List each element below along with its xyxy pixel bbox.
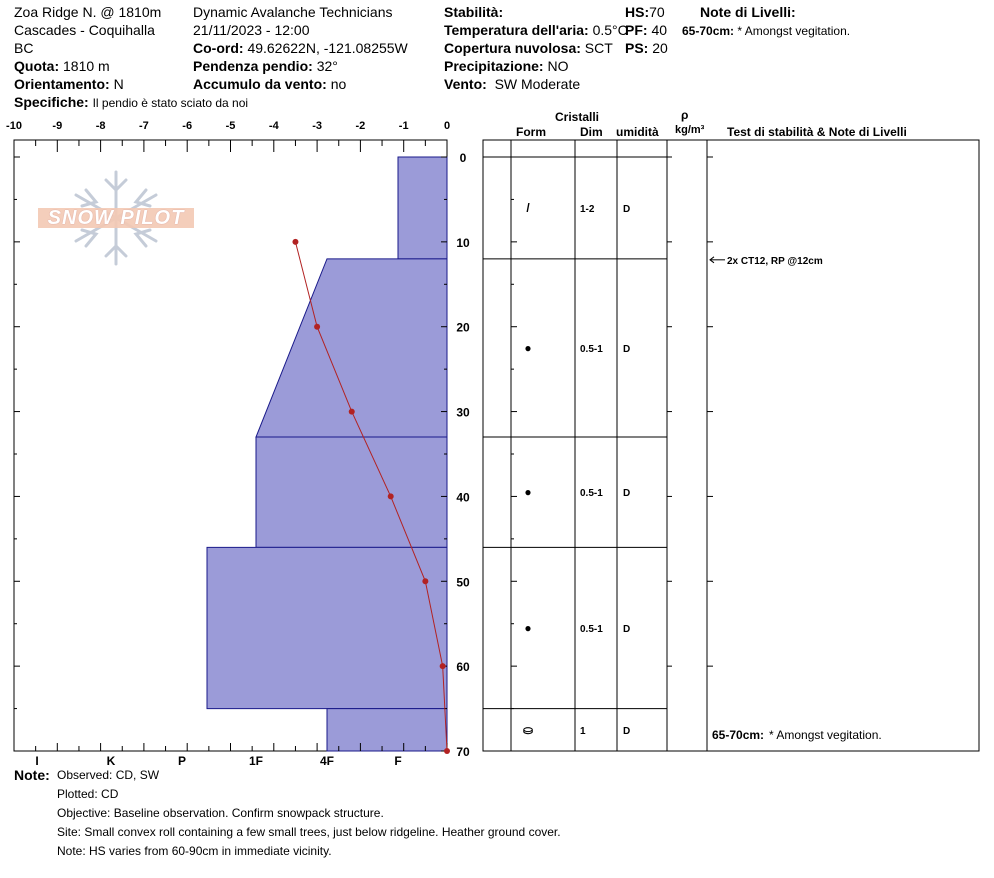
temp-tick-label: -1 (398, 120, 409, 132)
cloud-label: Copertura nuvolosa: (444, 40, 581, 56)
hardness-label-I: I (35, 754, 39, 768)
temperature-point (444, 748, 450, 754)
temp-tick-label: -8 (95, 120, 106, 132)
temp-tick-label: -5 (225, 120, 236, 132)
slope-value: 32° (316, 58, 338, 74)
layer-moisture-0: D (623, 203, 631, 215)
moisture-header: umidità (616, 125, 659, 139)
cloud-value: SCT (584, 40, 613, 56)
layer-form-4: ⛀ (522, 722, 534, 737)
hs-label: HS: (625, 4, 650, 20)
depth-tick-label: 40 (456, 490, 470, 505)
temp-tick-label: -7 (139, 120, 149, 132)
layer-size-2: 0.5-1 (580, 488, 603, 500)
layer-moisture-4: D (623, 725, 631, 737)
wind-load-value: no (330, 76, 347, 92)
depth-tick-label: 60 (456, 660, 470, 675)
size-header: Dim (580, 125, 603, 139)
hardness-label-P: P (177, 754, 187, 768)
layer-moisture-1: D (623, 343, 631, 355)
temp-tick-label: -9 (52, 120, 63, 132)
layers-table-frame (483, 140, 979, 751)
layer-note-range: 65-70cm: (682, 24, 735, 38)
depth-tick-label: 30 (456, 405, 470, 420)
layer-moisture-3: D (623, 623, 631, 635)
coord-label: Co-ord: (193, 40, 244, 56)
layer-form-1: ● (524, 340, 532, 355)
depth-tick-label: 50 (456, 575, 470, 590)
province: BC (14, 40, 34, 56)
aspect-label: Orientamento: (14, 76, 110, 92)
pf-value: 40 (651, 22, 668, 38)
note-line-0: Observed: CD, SW (57, 768, 160, 782)
location-title: Zoa Ridge N. @ 1810m (14, 4, 162, 20)
layer-note-text: * Amongst vegitation. (737, 24, 851, 38)
note-line-3: Site: Small convex roll containing a few small trees, just below ridgeline. Heather ground cover. (57, 825, 561, 839)
layer-size-3: 0.5-1 (580, 623, 603, 635)
temperature-point (314, 324, 320, 330)
temp-tick-label: -3 (312, 120, 322, 132)
hardness-layer-3 (207, 547, 447, 708)
precip-label: Precipitazione: (444, 58, 544, 74)
temperature-point (349, 409, 355, 415)
air-temp-label: Temperatura dell'aria: (444, 22, 589, 38)
hardness-layer-2 (256, 437, 447, 547)
form-header: Form (516, 125, 546, 139)
stability-label: Stabilità: (444, 4, 504, 20)
air-temp-value: 0.5°C (592, 22, 628, 38)
temperature-point (440, 663, 446, 669)
logo-text: SNOW PILOT (47, 207, 185, 229)
datetime: 21/11/2023 - 12:00 (193, 22, 310, 38)
bottom-note-range: 65-70cm: (712, 728, 765, 742)
layer-form-2: ● (524, 485, 532, 500)
ps-value: 20 (652, 40, 668, 56)
elevation-value: 1810 m (63, 58, 110, 74)
temp-tick-label: -4 (268, 120, 279, 132)
bottom-note-text: * Amongst vegitation. (769, 728, 882, 742)
density-unit: kg/m³ (675, 124, 705, 136)
note-line-4: Note: HS varies from 60-90cm in immediate vicinity. (57, 844, 332, 858)
coord-value: 49.62622N, -121.08255W (247, 40, 408, 56)
test-result-0: 2x CT12, RP @12cm (727, 255, 823, 267)
layer-form-3: ● (524, 620, 532, 635)
notes-label: Note: (14, 767, 50, 783)
note-line-1: Plotted: CD (57, 787, 119, 801)
layer-size-4: 1 (580, 725, 586, 737)
depth-tick-label: 70 (456, 745, 470, 759)
hardness-label-4F: 4F (319, 754, 335, 768)
operation-name: Dynamic Avalanche Technicians (193, 4, 393, 20)
temp-tick-label: -2 (355, 120, 366, 132)
hardness-label-F: F (394, 754, 402, 768)
layer-form-0: / (526, 200, 530, 215)
precip-value: NO (547, 58, 569, 74)
depth-tick-label: 20 (456, 320, 470, 335)
temperature-point (388, 493, 394, 499)
hardness-layer-4 (327, 709, 447, 751)
hardness-label-K: K (106, 754, 116, 768)
layer-size-0: 1-2 (580, 203, 595, 215)
temp-tick-label: -6 (182, 120, 193, 132)
temperature-point (422, 578, 428, 584)
specifics-value: Il pendio è stato sciato da noi (92, 96, 249, 110)
hs-value: 70 (649, 4, 665, 20)
elevation-label: Quota: (14, 58, 60, 74)
layer-notes-title: Note di Livelli: (700, 4, 796, 20)
region: Cascades - Coquihalla (14, 22, 155, 38)
crystals-header: Cristalli (555, 110, 600, 124)
temp-tick-label: -10 (6, 120, 22, 132)
specifics-label: Specifiche: (14, 94, 89, 110)
pf-label: PF: (625, 22, 648, 38)
ps-label: PS: (625, 40, 649, 56)
density-symbol: ρ (681, 108, 689, 122)
wind-load-label: Accumulo da vento: (193, 76, 327, 92)
depth-tick-label: 10 (456, 235, 470, 250)
slope-label: Pendenza pendio: (193, 58, 313, 74)
note-line-2: Objective: Baseline observation. Confirm snowpack structure. (57, 806, 384, 820)
hardness-label-1F: 1F (248, 754, 264, 768)
layer-moisture-2: D (623, 488, 631, 500)
temp-tick-label: 0 (443, 120, 451, 132)
temperature-point (292, 239, 298, 245)
hardness-layer-0 (398, 157, 447, 259)
tests-header: Test di stabilità & Note di Livelli (727, 125, 907, 139)
aspect-value: N (113, 76, 124, 92)
layer-size-1: 0.5-1 (580, 343, 603, 355)
wind-value: SW Moderate (494, 76, 581, 92)
wind-label: Vento: (444, 76, 487, 92)
depth-tick-label: 0 (459, 151, 467, 165)
